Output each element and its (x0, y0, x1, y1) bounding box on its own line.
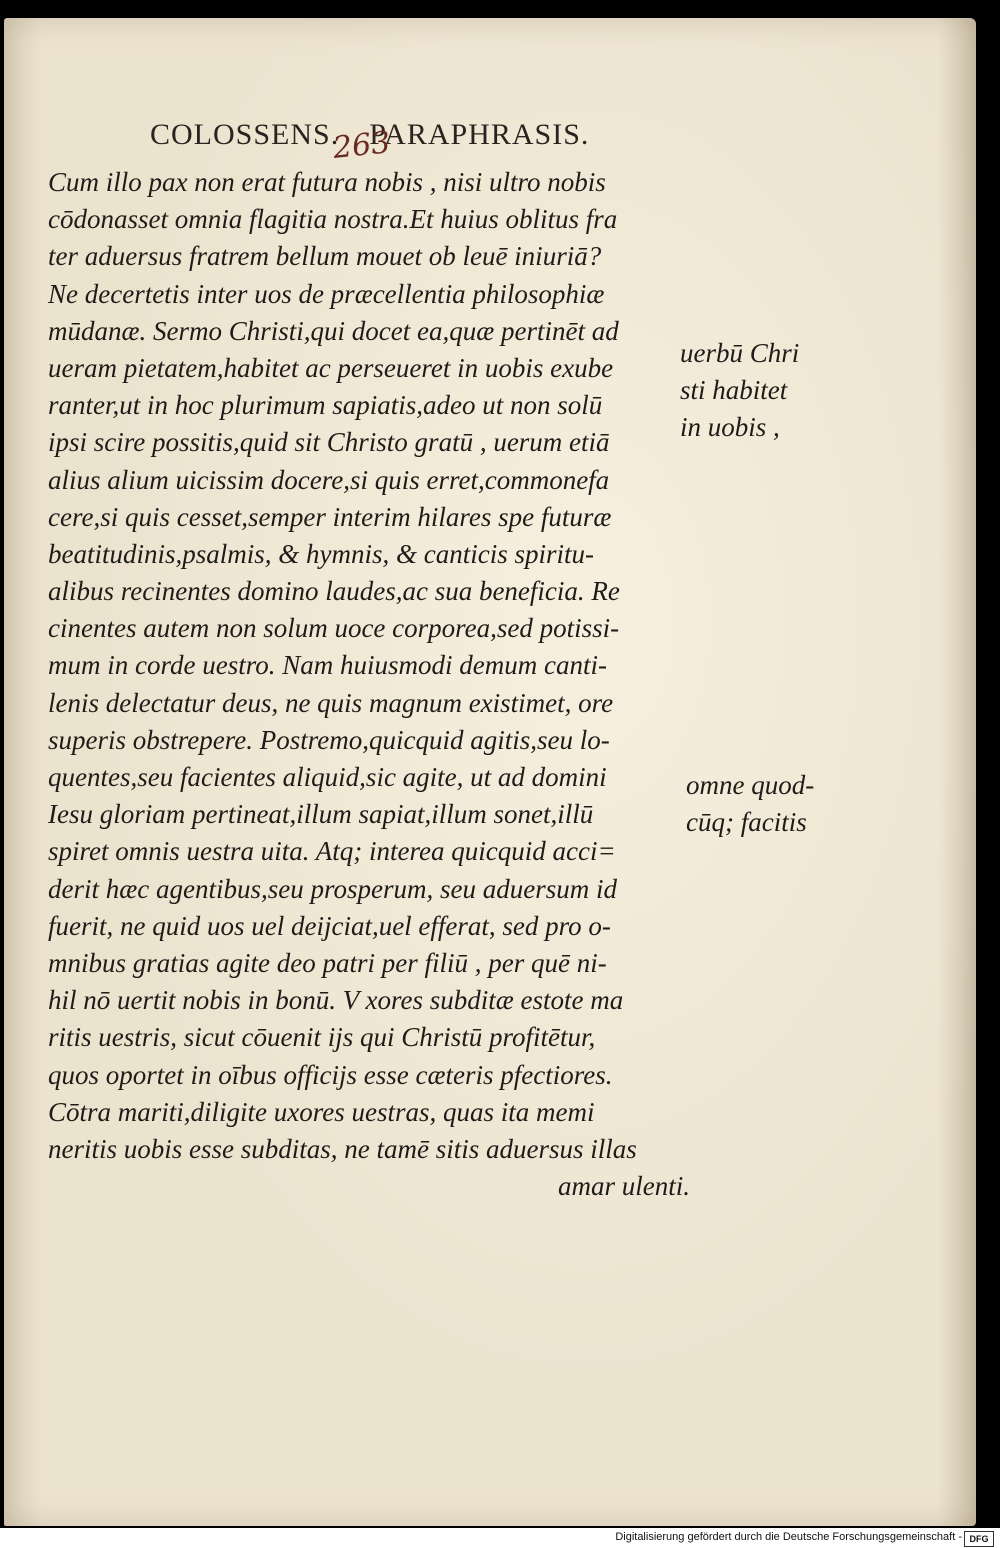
text-line: Iesu gloriam pertineat,illum sapiat,illum sonet,illū (48, 799, 594, 830)
text-line: beatitudinis,psalmis, & hymnis, & canticis spiritu- (48, 538, 594, 569)
text-line: Cōtra mariti,diligite uxores uestras, quas ita memi (48, 1096, 595, 1127)
header-right: PARAPHRASIS. (369, 118, 590, 151)
margin-note-line: sti habitet (680, 375, 788, 406)
margin-note-line: cūq; facitis (686, 807, 807, 838)
text-line: mūdanæ. Sermo Christi,qui docet ea,quæ pertinēt ad (48, 315, 619, 346)
margin-note-line: omne quod- (686, 770, 815, 800)
text-line: Ne decertetis inter uos de præcellentia philosophiæ (48, 278, 605, 309)
margin-note-2 (686, 767, 836, 841)
text-line: hil nō uertit nobis in bonū. V xores subditæ estote ma (48, 985, 624, 1016)
text-line: ritis uestris, sicut cōuenit ijs qui Christū profitētur, (48, 1022, 596, 1053)
text-line: alibus recinentes domino laudes,ac sua beneficia. Re (48, 576, 620, 607)
digitization-credit: Digitalisierung gefördert durch die Deutsche Forschungsgemeinschaft - (615, 1531, 962, 1543)
handwritten-folio-number: 263 (331, 125, 392, 166)
text-line: quentes,seu facientes aliquid,sic agite, ut ad domini (48, 762, 607, 792)
text-line: spiret omnis uestra uita. Atq; interea quicquid acci= (48, 836, 616, 867)
text-line: mnibus gratias agite deo patri per filiū , per quē ni- (48, 947, 607, 978)
text-line: neritis uobis esse subditas, ne tamē sitis aduersus illas (48, 1133, 637, 1164)
margin-note-line: uerbū Chri (680, 338, 800, 368)
text-line: ranter,ut in hoc plurimum sapiatis,adeo ut non solū (48, 390, 603, 421)
text-line: ter aduersus fratrem bellum mouet ob leuē iniuriā? (48, 241, 602, 272)
text-line: superis obstrepere. Postremo,quicquid agitis,seu lo- (48, 724, 610, 755)
text-line: Cum illo pax non erat futura nobis , nisi ultro nobis (48, 167, 606, 197)
text-line: alius alium uicissim docere,si quis erret,commonefa (48, 464, 610, 495)
dfg-logo: DFG (964, 1531, 994, 1547)
main-text-block (48, 164, 708, 1205)
text-line: ipsi scire possitis,quid sit Christo gratū , uerum etiā (48, 427, 610, 458)
margin-note-1 (680, 335, 830, 447)
text-line: quos oportet in oībus officijs esse cæteris pfectiores. (48, 1059, 613, 1090)
text-line: derit hæc agentibus,seu prosperum, seu aduersum id (48, 873, 617, 904)
header-left: COLOSSENS. (150, 118, 340, 151)
margin-note-line: in uobis , (680, 412, 780, 443)
text-line: mum in corde uestro. Nam huiusmodi demum canti- (48, 650, 607, 681)
text-line: cinentes autem non solum uoce corporea,sed potissi- (48, 613, 620, 644)
text-line: amar ulenti. (558, 1171, 690, 1202)
text-line: cōdonasset omnia flagitia nostra.Et huius oblitus fra (48, 204, 618, 235)
text-line: ueram pietatem,habitet ac perseueret in uobis exube (48, 352, 614, 383)
text-line: cere,si quis cesset,semper interim hilares spe futuræ (48, 501, 612, 532)
text-line: lenis delectatur deus, ne quis magnum existimet, ore (48, 687, 614, 718)
text-line: fuerit, ne quid uos uel deijciat,uel efferat, sed pro o- (48, 910, 611, 941)
